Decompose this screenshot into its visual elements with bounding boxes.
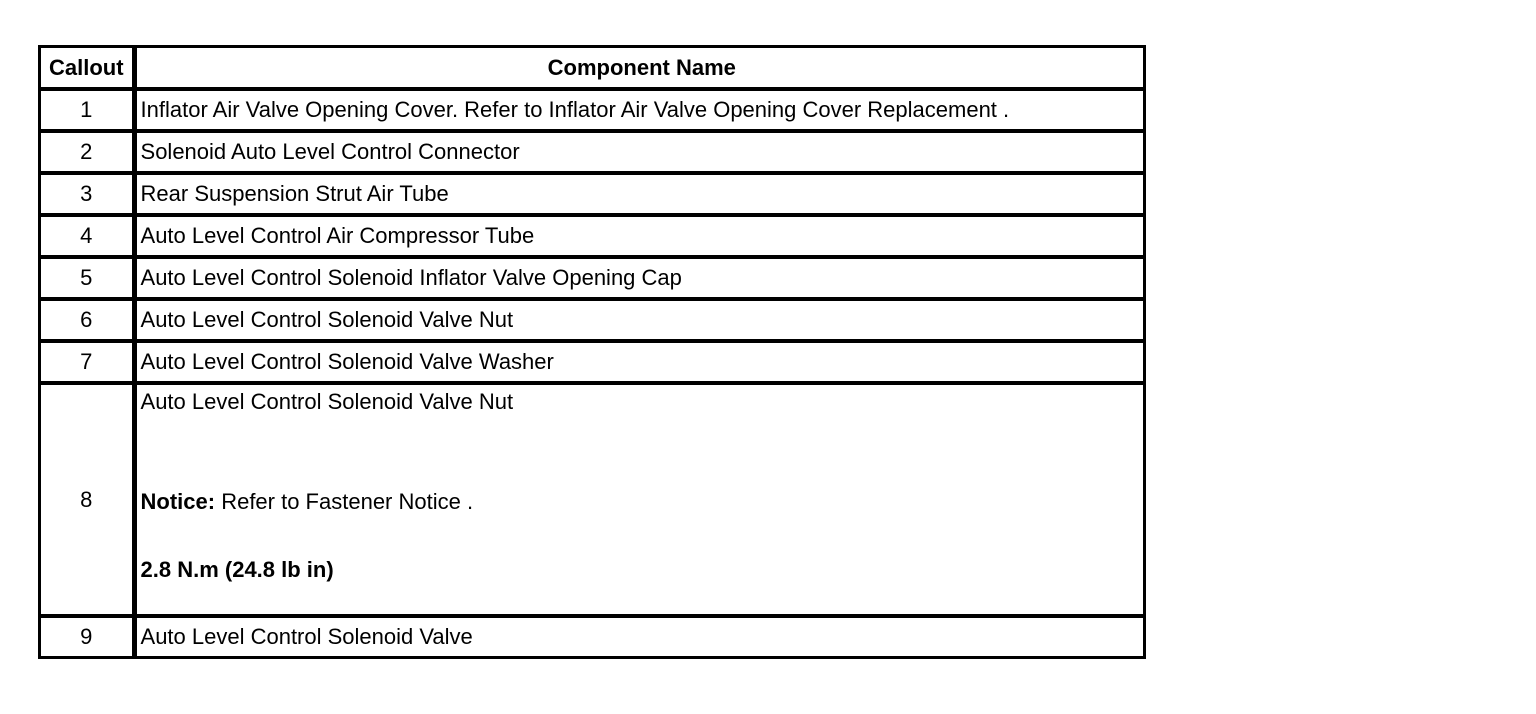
table-row — [41, 132, 1146, 174]
component-name-with-notice — [137, 384, 1146, 617]
callout-number: 5 — [41, 258, 137, 300]
table-row — [41, 384, 1146, 617]
table-row — [41, 216, 1146, 258]
callout-number: 3 — [41, 174, 137, 216]
table-row — [41, 258, 1146, 300]
component-table-container — [38, 45, 1146, 659]
header-component-name: Component Name — [137, 48, 1146, 90]
component-table — [38, 45, 1146, 659]
header-callout: Callout — [41, 48, 137, 90]
callout-number: 1 — [41, 90, 137, 132]
callout-number: 7 — [41, 342, 137, 384]
component-name: Auto Level Control Solenoid Valve Washer — [137, 342, 1146, 384]
table-row — [41, 617, 1146, 659]
component-name: Auto Level Control Solenoid Valve Nut — [137, 300, 1146, 342]
component-name: Inflator Air Valve Opening Cover. Refer to Inflator Air Valve Opening Cover Replacement . — [137, 90, 1146, 132]
component-name: Auto Level Control Solenoid Valve Nut — [140, 389, 514, 414]
callout-number: 2 — [41, 132, 137, 174]
notice-line — [141, 491, 1143, 559]
callout-number: 8 — [41, 384, 137, 617]
notice-label: Notice: — [140, 489, 216, 514]
torque-spec: 2.8 N.m (24.8 lb in) — [140, 557, 334, 582]
component-name: Rear Suspension Strut Air Tube — [137, 174, 1146, 216]
table-row — [41, 300, 1146, 342]
component-name: Auto Level Control Solenoid Inflator Valve Opening Cap — [137, 258, 1146, 300]
table-row — [41, 174, 1146, 216]
table-row — [41, 90, 1146, 132]
callout-number: 4 — [41, 216, 137, 258]
notice-text: Refer to Fastener Notice . — [215, 489, 474, 514]
component-name: Auto Level Control Solenoid Valve — [137, 617, 1146, 659]
table-row — [41, 342, 1146, 384]
callout-number: 9 — [41, 617, 137, 659]
component-name: Auto Level Control Air Compressor Tube — [137, 216, 1146, 258]
callout-number: 6 — [41, 300, 137, 342]
table-header-row — [41, 48, 1146, 90]
component-name: Solenoid Auto Level Control Connector — [137, 132, 1146, 174]
